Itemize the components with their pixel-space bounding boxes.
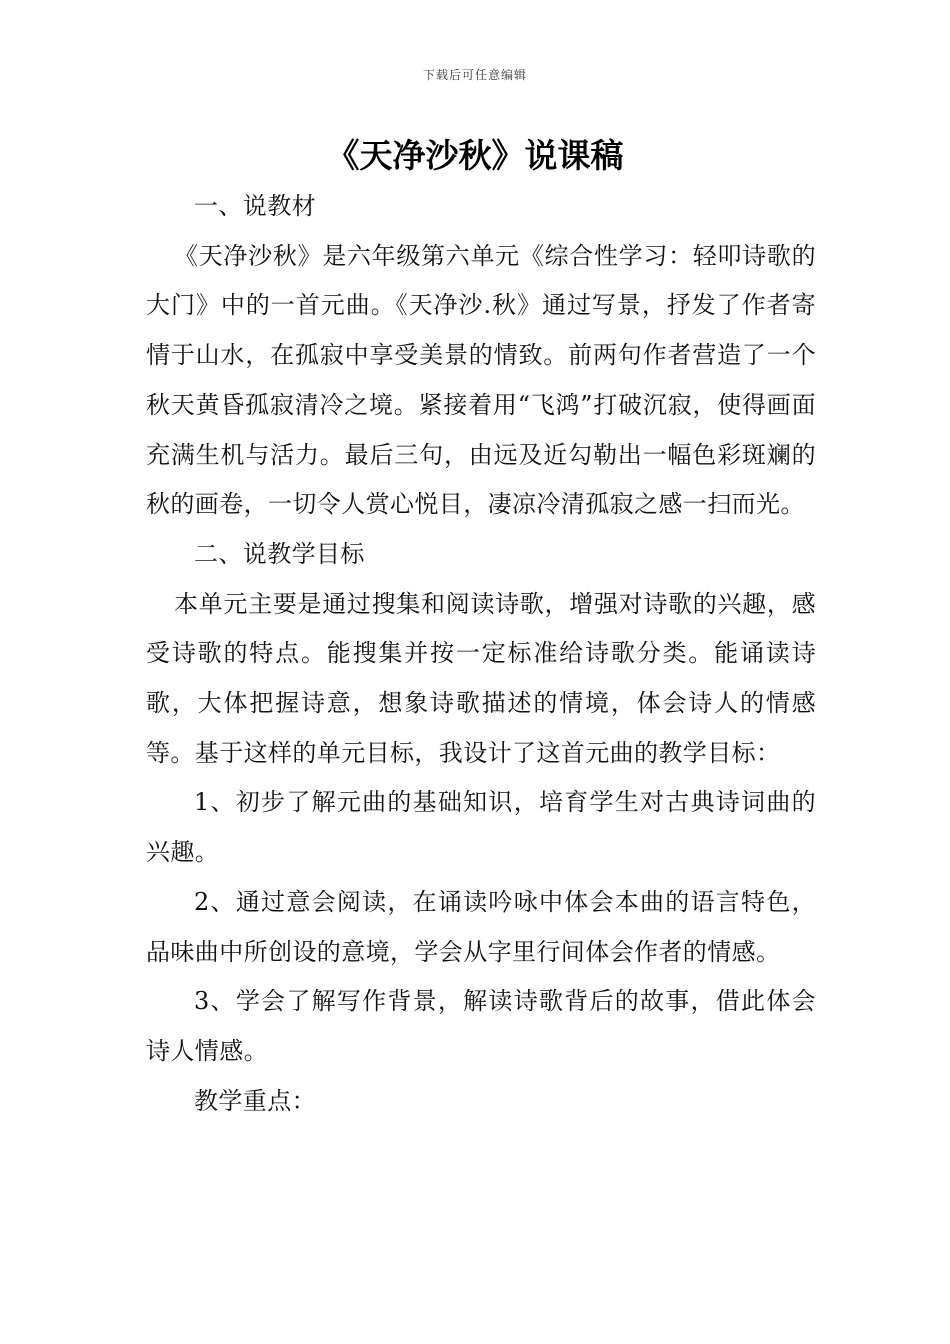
- goal-item-1: 1、初步了解元曲的基础知识，培育学生对古典诗词曲的兴趣。: [146, 788, 816, 867]
- section-heading-key-points: 教学重点：: [194, 1086, 316, 1115]
- header-note: 下载后可任意编辑: [422, 68, 527, 82]
- goal-item-3: 3、学会了解写作背景，解读诗歌背后的故事，借此体会诗人情感。: [146, 987, 816, 1065]
- section-heading-teaching-material: 一、说教材: [194, 192, 316, 220]
- goal-item-2: 2、通过意会阅读，在诵读吟咏中体会本曲的语言特色，品味曲中所创设的意境，学会从字里行间体会作者的情感。: [146, 887, 816, 966]
- document-body: [146, 182, 816, 1126]
- document-title: 《天净沙秋》说课稿: [326, 136, 624, 175]
- paragraph-unit-goals: 本单元主要是通过搜集和阅读诗歌，增强对诗歌的兴趣，感受诗歌的特点。能搜集并按一定标准给诗歌分类。能诵读诗歌，大体把握诗意，想象诗歌描述的情境，体会诗人的情感等。基于这样的单元目标，我设计了这首元曲的教学目标：: [146, 589, 816, 767]
- paragraph-teaching-material: 《天净沙秋》是六年级第六单元《综合性学习：轻叩诗歌的大门》中的一首元曲。《天净沙.秋》通过写景，抒发了作者寄情于山水，在孤寂中享受美景的情致。前两句作者营造了一个秋天黄昏孤寂清冷之境。紧接着用“飞鸿”打破沉寂，使得画面充满生机与活力。最后三句，由远及近勾勒出一幅色彩斑斓的秋的画卷，一切令人赏心悦目，凄凉冷清孤寂之感一扫而光。: [146, 241, 816, 519]
- section-heading-teaching-goals: 二、说教学目标: [194, 539, 365, 568]
